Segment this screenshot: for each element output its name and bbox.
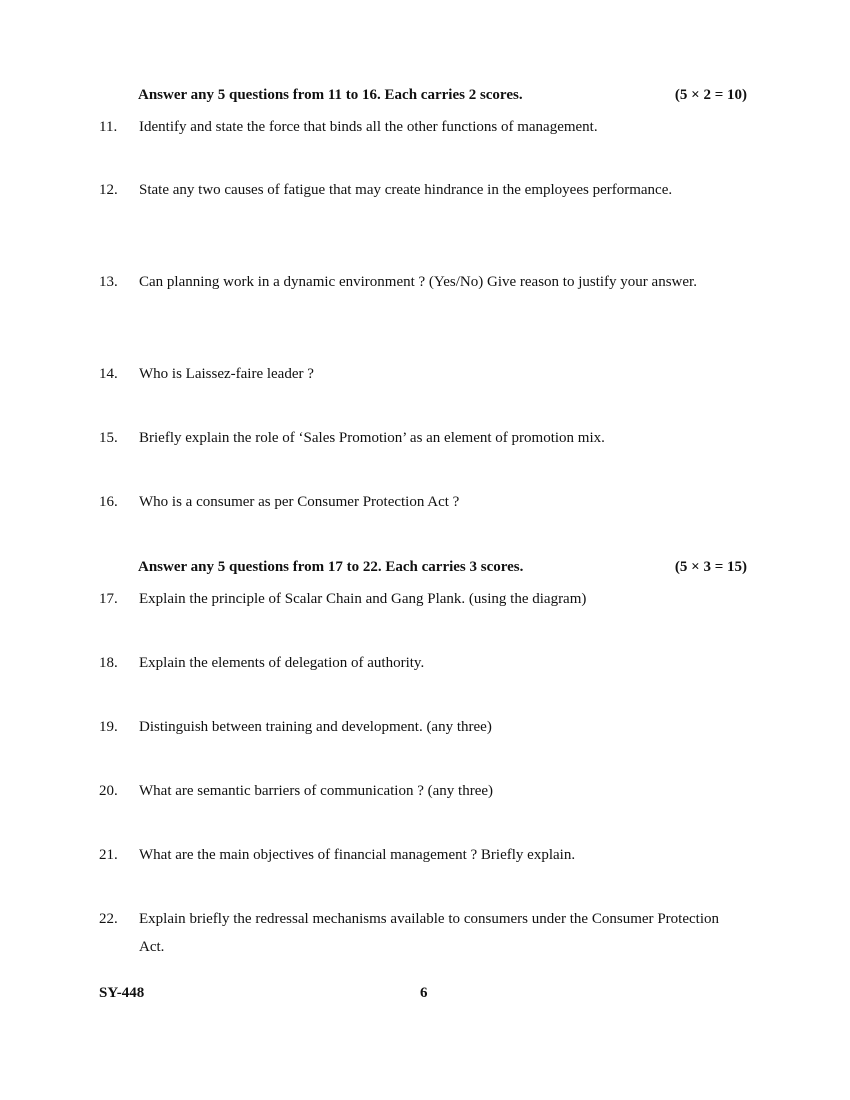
question-15 (99, 424, 719, 452)
page-number: 6 (420, 985, 428, 1001)
question-text: Explain briefly the redressal mechanisms available to consumers under the Consumer Protection Act. (139, 911, 719, 955)
question-number: 20. (99, 783, 118, 799)
question-number: 14. (99, 366, 118, 382)
section-2-instruction-text: Answer any 5 questions from 17 to 22. Each carries 3 scores. (138, 559, 524, 575)
question-22 (99, 905, 719, 961)
question-text: What are semantic barriers of communication ? (any three) (139, 783, 494, 799)
question-20 (99, 777, 719, 805)
question-19 (99, 713, 719, 741)
question-text: Can planning work in a dynamic environment ? (Yes/No) Give reason to justify your answer. (139, 274, 697, 290)
question-number: 12. (99, 182, 118, 198)
question-number: 16. (99, 494, 118, 510)
question-text: Identify and state the force that binds all the other functions of management. (139, 119, 598, 135)
question-17 (99, 585, 719, 613)
question-text: What are the main objectives of financial management ? Briefly explain. (139, 847, 576, 863)
question-16 (99, 488, 719, 516)
question-number: 11. (99, 119, 118, 135)
question-number: 17. (99, 591, 118, 607)
question-text: Who is Laissez-faire leader ? (139, 366, 314, 382)
question-text: Who is a consumer as per Consumer Protection Act ? (139, 494, 460, 510)
question-number: 18. (99, 655, 118, 671)
question-number: 19. (99, 719, 118, 735)
section-1-instruction-text: Answer any 5 questions from 11 to 16. Each carries 2 scores. (138, 87, 523, 103)
question-text: Briefly explain the role of ‘Sales Promotion’ as an element of promotion mix. (139, 430, 605, 446)
question-text: Distinguish between training and development. (any three) (139, 719, 492, 735)
question-number: 15. (99, 430, 118, 446)
question-number: 13. (99, 274, 118, 290)
question-text: State any two causes of fatigue that may create hindrance in the employees performance. (139, 182, 673, 198)
question-14 (99, 360, 719, 388)
question-number: 22. (99, 911, 118, 927)
question-12 (99, 176, 719, 204)
question-text: Explain the principle of Scalar Chain and Gang Plank. (using the diagram) (139, 591, 587, 607)
question-13 (99, 268, 719, 296)
question-number: 21. (99, 847, 118, 863)
section-1-marks: (5 × 2 = 10) (674, 87, 747, 103)
question-21 (99, 841, 719, 869)
question-11 (99, 113, 719, 141)
section-2-instruction (138, 557, 750, 577)
question-18 (99, 649, 719, 677)
question-text: Explain the elements of delegation of authority. (139, 655, 425, 671)
paper-code: SY-448 (99, 985, 145, 1001)
section-2-marks: (5 × 3 = 15) (674, 559, 747, 575)
section-1-instruction (138, 85, 750, 105)
